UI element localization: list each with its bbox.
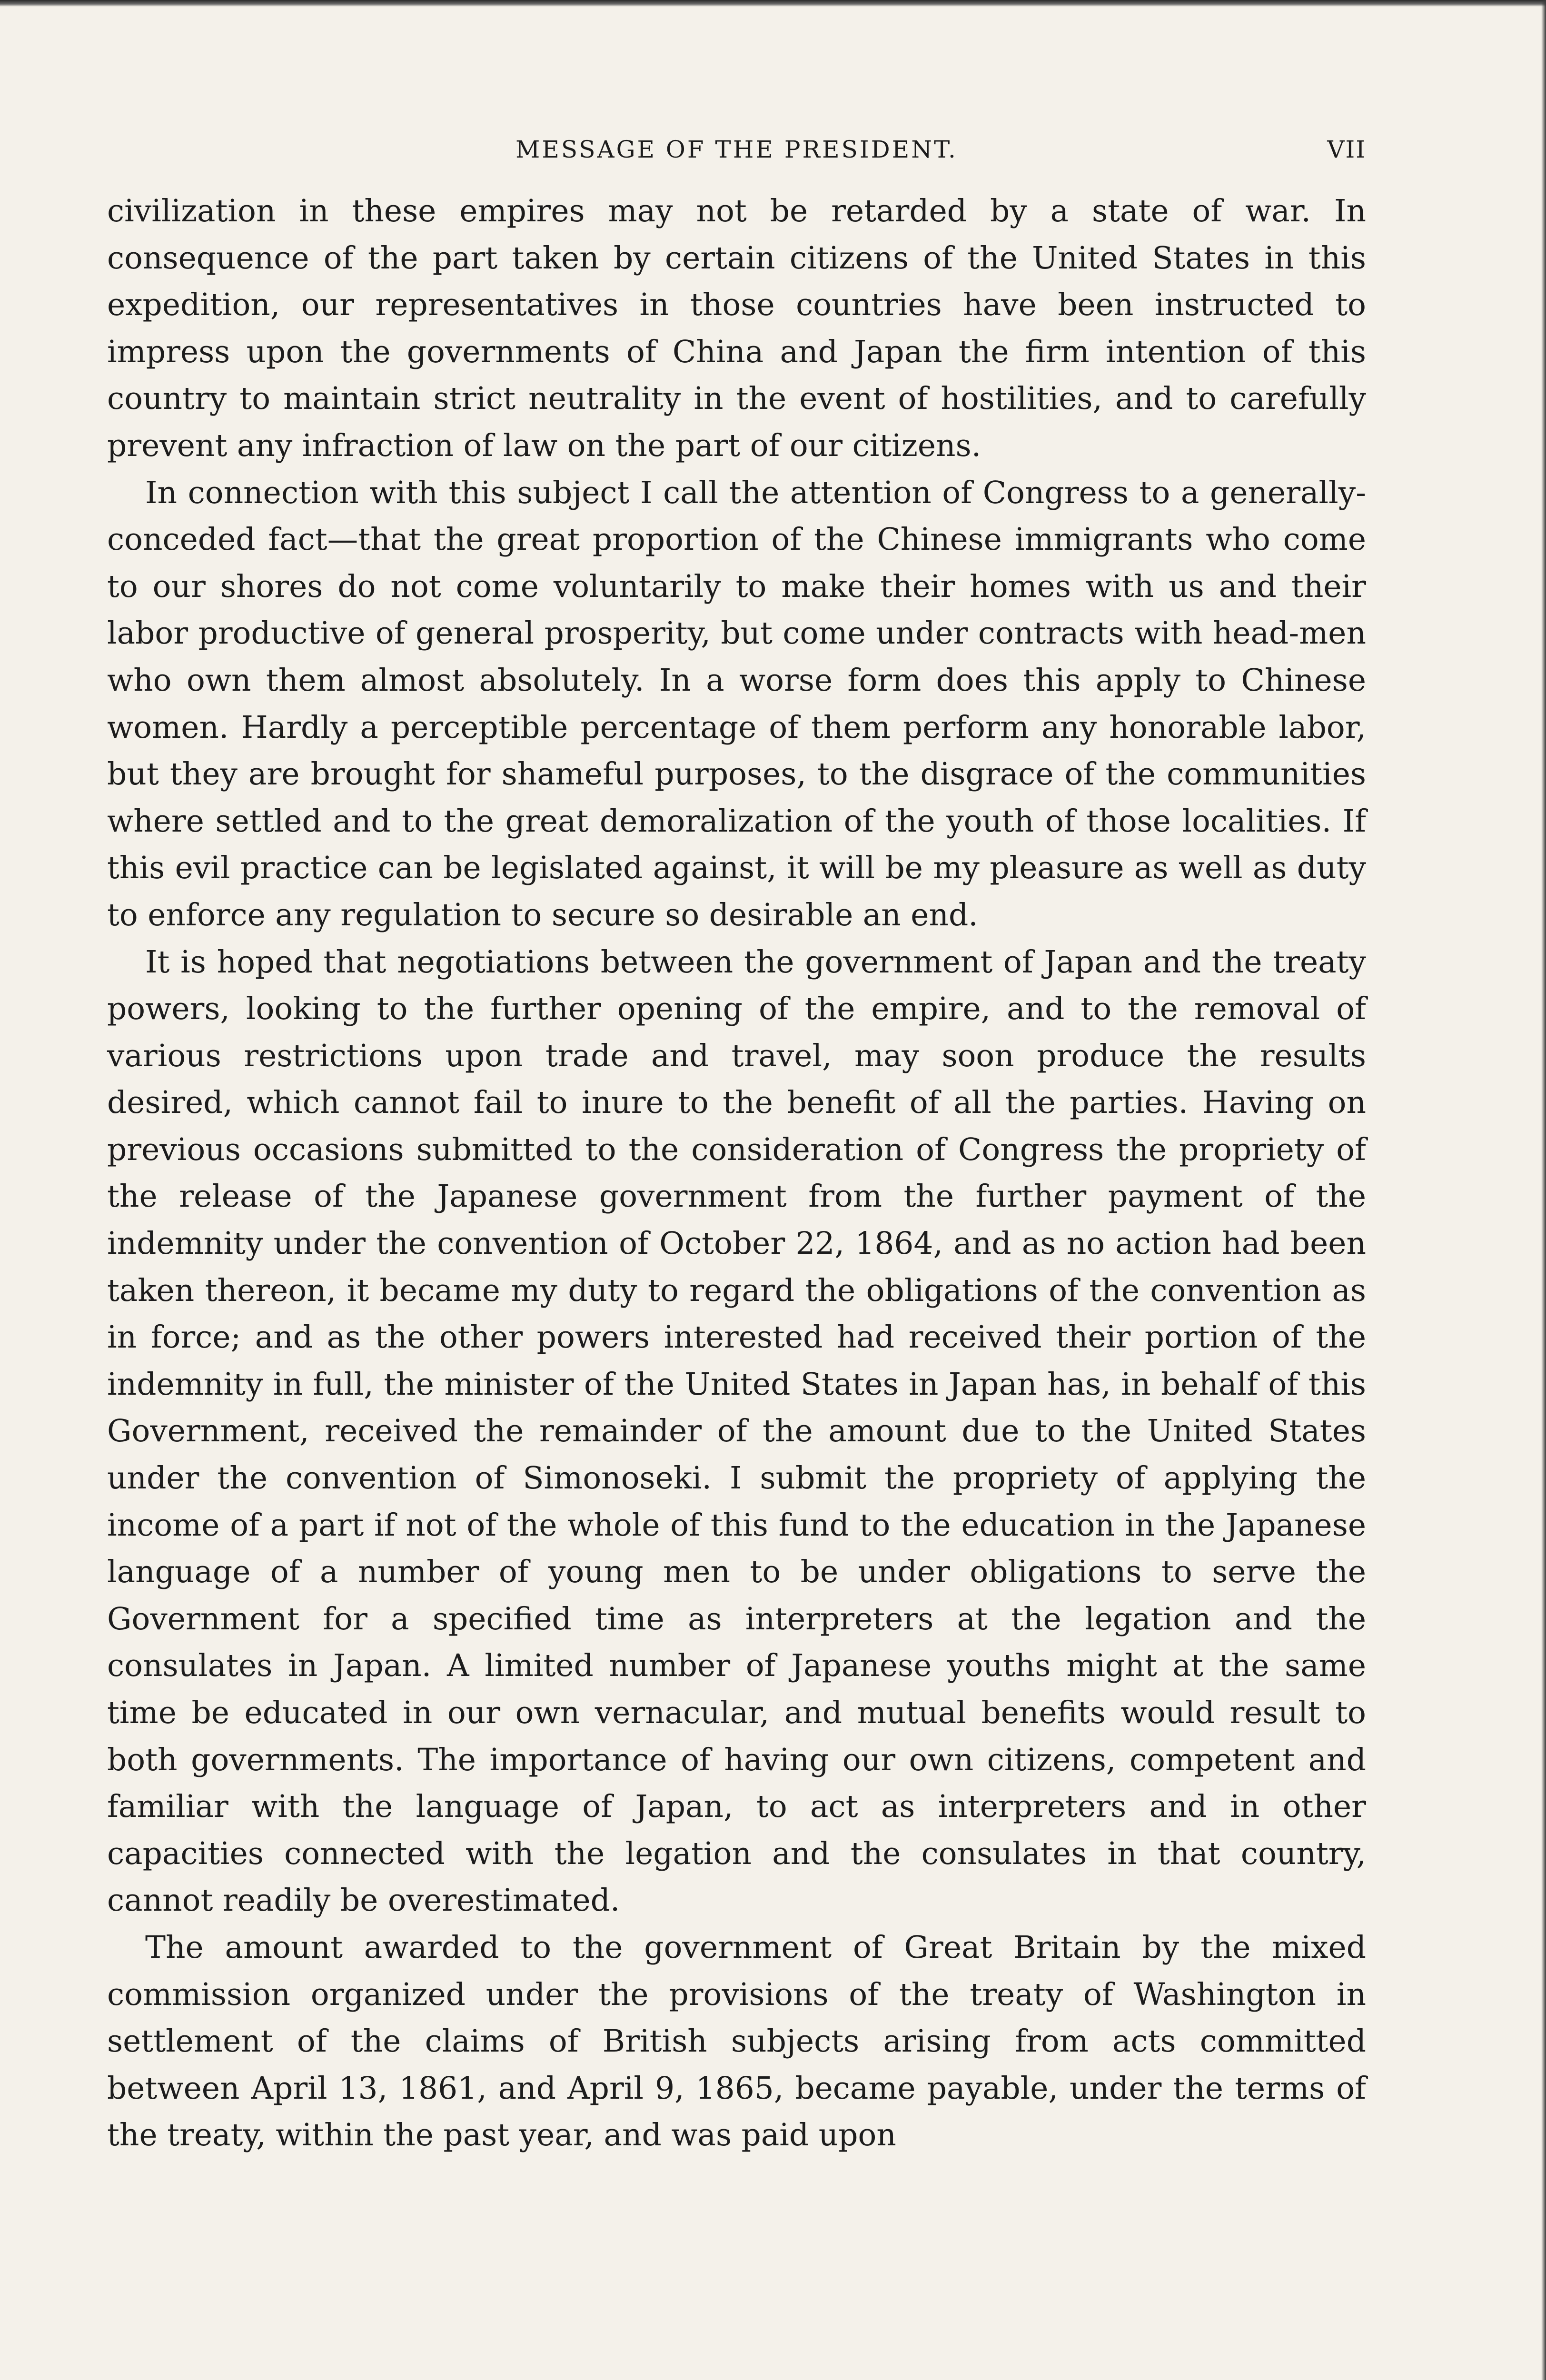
page-title: MESSAGE OF THE PRESIDENT. [515, 136, 958, 163]
document-page [107, 136, 1366, 2159]
paragraph: In connection with this subject I call the attention of Congress to a generally-conceded fact—that the great proportion of the Chinese immigrants who come to our shores do not come voluntarily to make their homes with us and their labor productive of general prosperity, but come under contracts with head-men who own them almost absolutely. In a worse form does this apply to Chinese women. Hardly a perceptible percentage of them perform any honorable labor, but they are brought for shameful purposes, to the disgrace of the communities where settled and to the great demoralization of the youth of those localities. If this evil practice can be legislated against, it will be my pleasure as well as duty to enforce any regulation to secure so desirable an end. [107, 475, 1366, 933]
paragraph: It is hoped that negotiations between the government of Japan and the treaty powers, looking to the further opening of the empire, and to the removal of various restrictions upon trade and travel, may soon produce the results desired, which cannot fail to inure to the benefit of all the parties. Having on previous occasions submitted to the consideration of Congress the propriety of the release of the Japanese government from the further payment of the indemnity under the convention of October 22, 1864, and as no action had been taken thereon, it became my duty to regard the obligations of the convention as in force; and as the other powers interested had received their portion of the indemnity in full, the minister of the United States in Japan has, in behalf of this Government, received the remainder of the amount due to the United States under the convention of Simonoseki. I submit the propriety of applying the income of a part if not of the whole of this fund to the education in the Japanese language of a number of young men to be under obligations to serve the Government for a specified time as interpreters at the legation and the consulates in Japan. A limited number of Japanese youths might at the same time be educated in our own vernacular, and mutual benefits would result to both governments. The importance of having our own citizens, competent and familiar with the language of Japan, to act as interpreters and in other capacities connected with the legation and the consulates in that country, cannot readily be overestimated. [107, 944, 1366, 1919]
page-top-edge [0, 0, 1546, 7]
paragraph: The amount awarded to the government of Great Britain by the mixed commission organized under the provisions of the treaty of Washington in settlement of the claims of British subjects arising from acts committed between April 13, 1861, and April 9, 1865, became payable, under the terms of the treaty, within the past year, and was paid upon [107, 1929, 1366, 2153]
body-text [107, 188, 1366, 2159]
page-right-edge [1541, 0, 1546, 2380]
paragraph-continued: civilization in these empires may not be retarded by a state of war. In consequence of the part taken by certain citizens of the United States in this expedition, our representatives in those countries have been instructed to impress upon the governments of China and Japan the firm intention of this country to maintain strict neutrality in the event of hostilities, and to carefully prevent any infraction of law on the part of our citizens. [107, 193, 1366, 464]
page-number: VII [1327, 136, 1366, 163]
running-header [107, 136, 1366, 178]
